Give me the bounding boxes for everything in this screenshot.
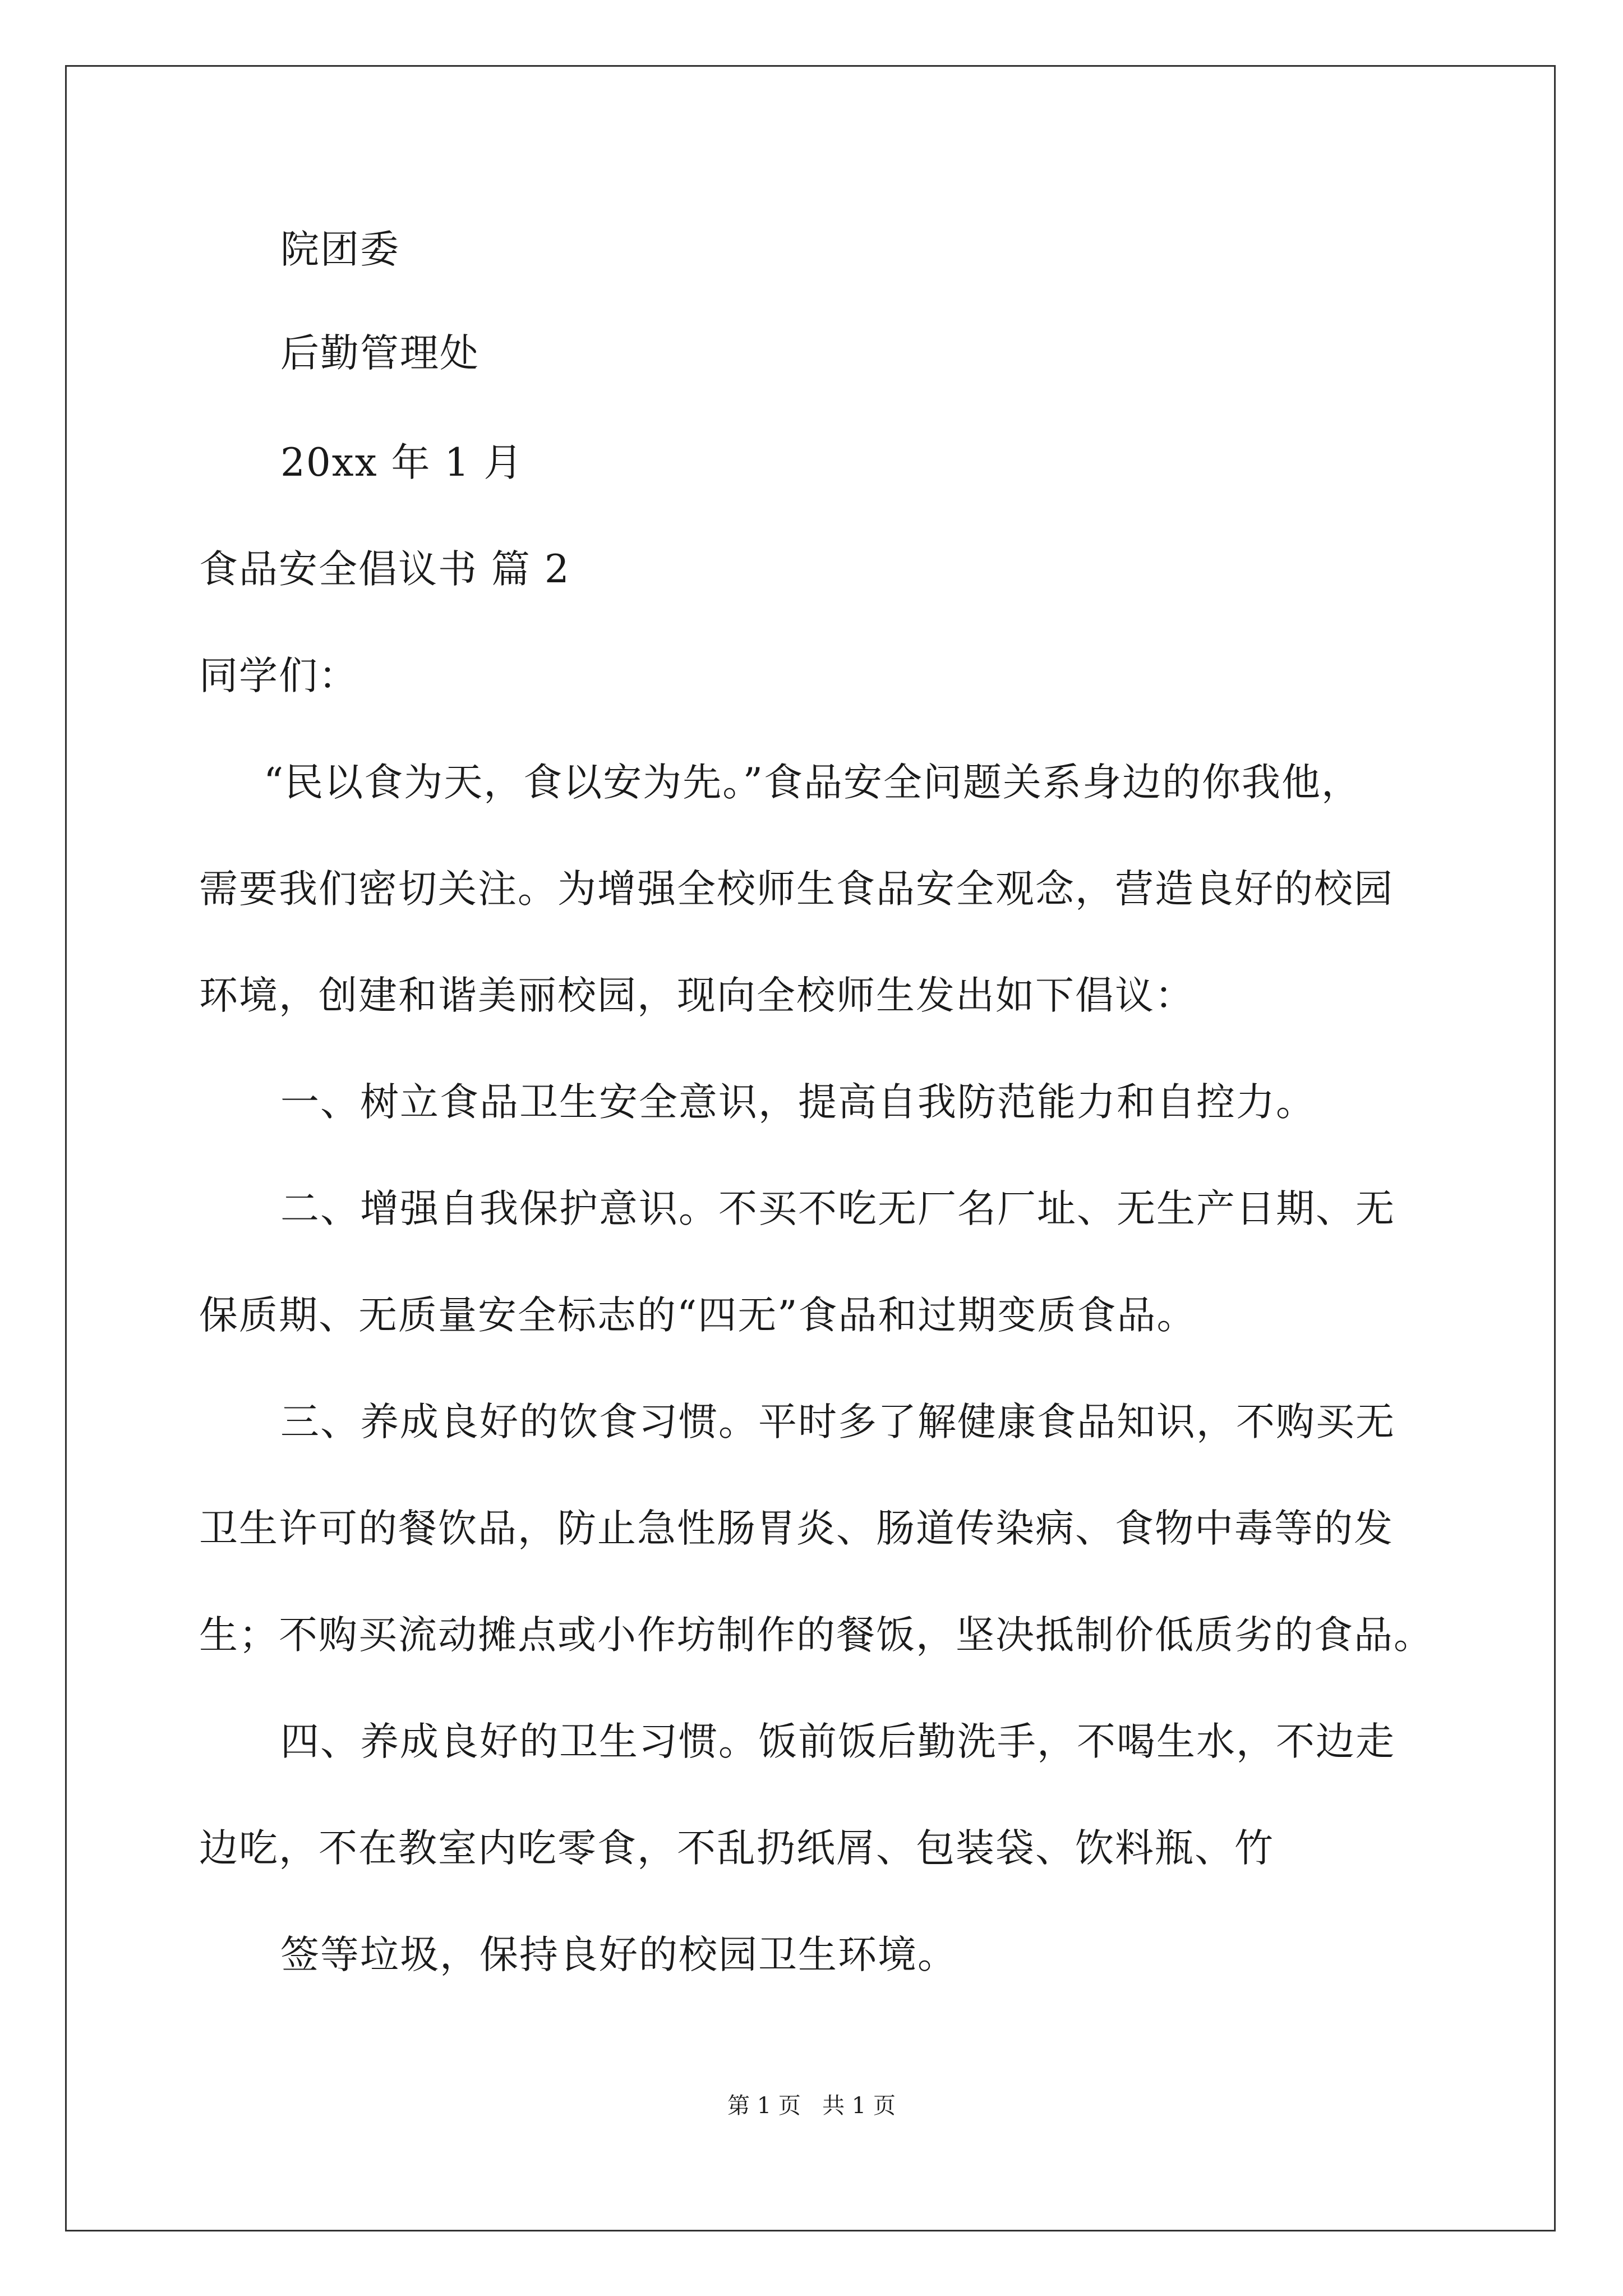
signature-org-1: 院团委 bbox=[280, 227, 400, 272]
paragraph-item4-line-3: 签等垃圾，保持良好的校园卫生环境。 bbox=[280, 1932, 957, 1977]
paragraph-item4-line-1: 四、养成良好的卫生习惯。饭前饭后勤洗手，不喝生水，不边走 bbox=[280, 1719, 1395, 1764]
page-border bbox=[65, 65, 1556, 2231]
paragraph-item3-line-3: 生；不购买流动摊点或小作坊制作的餐饭，坚决抵制价低质劣的食品。 bbox=[199, 1613, 1433, 1658]
page-footer: 第 1 页 共 1 页 bbox=[727, 2093, 896, 2119]
signature-date: 20xx 年 1 月 bbox=[280, 440, 524, 485]
section-title: 食品安全倡议书 篇 2 bbox=[199, 547, 570, 592]
paragraph-intro-line-3: 环境，创建和谐美丽校园，现向全校师生发出如下倡议： bbox=[199, 973, 1195, 1018]
paragraph-intro-line-1: “民以食为天，食以安为先。”食品安全问题关系身边的你我他， bbox=[264, 760, 1362, 805]
greeting: 同学们： bbox=[199, 654, 358, 698]
paragraph-item3-line-2: 卫生许可的餐饮品，防止急性肠胃炎、肠道传染病、食物中毒等的发 bbox=[199, 1506, 1394, 1551]
paragraph-item1-line-1: 一、树立食品卫生安全意识，提高自我防范能力和自控力。 bbox=[280, 1080, 1316, 1125]
paragraph-item3-line-1: 三、养成良好的饮食习惯。平时多了解健康食品知识，不购买无 bbox=[280, 1400, 1395, 1444]
paragraph-item2-line-1: 二、增强自我保护意识。不买不吃无厂名厂址、无生产日期、无 bbox=[280, 1186, 1395, 1231]
paragraph-item2-line-2: 保质期、无质量安全标志的“四无”食品和过期变质食品。 bbox=[199, 1293, 1197, 1338]
paragraph-item4-line-2: 边吃，不在教室内吃零食，不乱扔纸屑、包装袋、饮料瓶、竹 bbox=[199, 1826, 1274, 1871]
paragraph-intro-line-2: 需要我们密切关注。为增强全校师生食品安全观念，营造良好的校园 bbox=[199, 867, 1394, 912]
signature-org-2: 后勤管理处 bbox=[280, 331, 479, 376]
